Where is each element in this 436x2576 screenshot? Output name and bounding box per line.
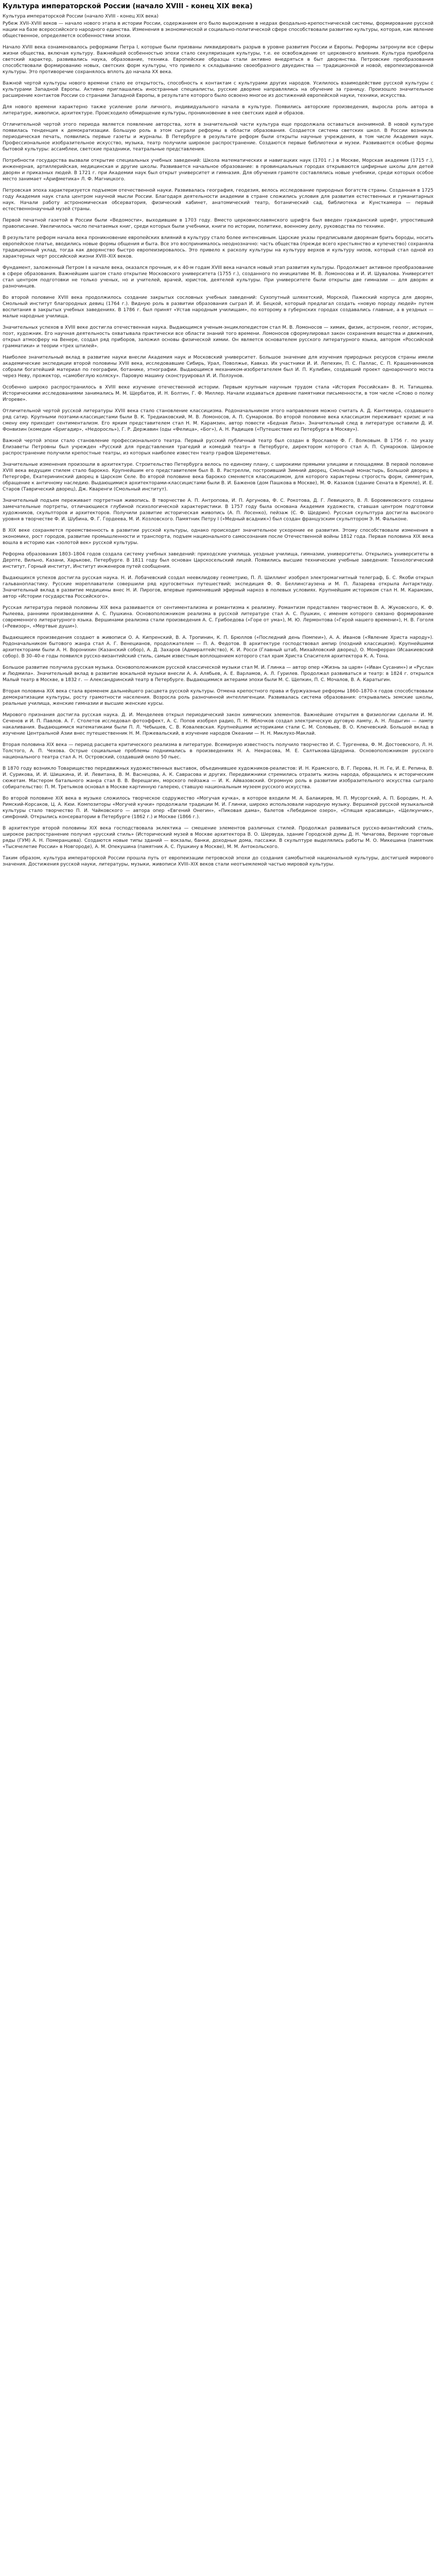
article-paragraph: Рубеж XVII–XVIII веков — начало нового этапа в истории России, содержанием его было вырождение в недрах феодально-крепостнической системы, формирование русской нации на базе всероссийского народного единства. Изменения в экономической и социально-политической сфере способствовали развитию культуры, которая, как явление общественное, определяется особенностями эпохи. (3, 21, 433, 39)
article-paragraph: Отличительной чертой этого периода является появление авторства, хотя в значительной части культура еще продолжала оставаться анонимной. В новой культуре появилась тенденция к демократизации. Большую роль в этом сыграли реформы в области образования. Создается система светских школ. В России возникла периодическая печать, появились первые газеты и журналы. В Петербурге в результате реформ были открыты научные учреждения, в том числе Академия наук. Профессиональное изобразительное искусство, музыка, театр получили широкое распространение. Создаются первые библиотеки и музеи. Развиваются особые формы бытовой культуры: ассамблеи, светские праздники, театральные представления. (3, 122, 433, 152)
article-paragraph: Первой печатной газетой в России были «Ведомости», выходившие в 1703 году. Вместо церковнославянского шрифта был введен гражданский шрифт, упростивший правописание. Увеличилось число печатаемых книг, среди которых были учебники, книги по истории, политике, военному делу, руководства по технике. (3, 218, 433, 229)
article-paragraph: Начало XVIII века ознаменовалось реформами Петра I, которые были призваны ликвидировать разрыв в уровне развития России и Европы. Реформы затронули все сферы жизни общества, включая культуру. Важнейшей особенностью эпохи стало секуляризация культуры, т.е. ее освобождение от церковного влияния. Культура приобрела светский характер, развивались наука, образование, техника. Европейские образцы стали активно внедряться в быт дворянства. Петровские преобразования способствовали формированию новых, светских форм культуры, что привело к складыванию своеобразного двуединства — традиционной и новой, европеизированной культуры. Это противоречие сохранялось вплоть до начала XX века. (3, 45, 433, 75)
page-container (0, 0, 436, 868)
article-paragraph: Во второй половине XIX века в музыке сложилось творческое содружество «Могучая кучка», в которое входили М. А. Балакирев, М. П. Мусоргский, А. П. Бородин, Н. А. Римский-Корсаков, Ц. А. Кюи. Композиторы «Могучей кучки» продолжали традиции М. И. Глинки, широко использовали народную музыку. Вершиной русской музыкальной культуры стало творчество П. И. Чайковского — автора опер «Евгений Онегин», «Пиковая дама», балетов «Лебединое озеро», «Спящая красавица», «Щелкунчик», симфоний. Открылись консерватории в Петербурге (1862 г.) и Москве (1866 г.). (3, 796, 433, 820)
page-subtitle: Культура императорской России (начало XVIII - конец XIX века) (3, 14, 159, 19)
article-paragraph: Петровская эпоха характеризуется подъемом отечественной науки. Развивалась география, геодезия, велось исследование природных богатств страны. Созданная в 1725 году Академия наук стала центром научной мысли России. Благодаря деятельности академии в стране сложились условия для развития естественных и гуманитарных наук. Начали работу астрономическая обсерватория, физический кабинет, анатомический театр, ботанический сад, библиотека и Кунсткамера — первый естественнонаучный музей страны. (3, 188, 433, 212)
article-paragraph: В 1870 году возникло Товарищество передвижных художественных выставок, объединившее художников-реалистов: И. Н. Крамского, В. Г. Перова, Н. Н. Ге, И. Е. Репина, В. И. Сурикова, И. И. Шишкина, И. И. Левитана, В. М. Васнецова, А. К. Саврасова и других. Передвижники стремились отразить жизнь народа, обращались к историческим сюжетам. Мастером батального жанра стал В. В. Верещагин, морского пейзажа — И. К. Айвазовский. Огромную роль в развитии изобразительного искусства сыграло собирательство: П. М. Третьяков основал в Москве картинную галерею, ставшую национальным музеем русского искусства. (3, 766, 433, 790)
article-paragraph: В архитектуре второй половины XIX века господствовала эклектика — смешение элементов различных стилей. Продолжал развиваться русско-византийский стиль, широкое распространение получил «русский стиль» (Исторический музей в Москве архитектора В. О. Шервуда, здание Городской думы Д. Н. Чичагова, Верхние торговые ряды (ГУМ) А. Н. Померанцева). Создаются новые типы зданий — вокзалы, банки, доходные дома, пассажи. В скульптуре выделялись работы М. О. Микешина (памятник «Тысячелетие России» в Новгороде), А. М. Опекушина (памятник А. С. Пушкину в Москве), М. М. Антокольского. (3, 826, 433, 850)
article-paragraph: Значительных успехов в XVIII веке достигла отечественная наука. Выдающимся ученым-энциклопедистом стал М. В. Ломоносов — химик, физик, астроном, геолог, историк, поэт, художник. Его научная деятельность охватывала практически все области знаний того времени. Ломоносов сформулировал закон сохранения вещества и движения, открыл атмосферу на Венере, создал ряд приборов, заложил основы физической химии. Он является основателем русского литературного языка, автором «Российской грамматики» и теории «трех штилей». (3, 325, 433, 349)
article-paragraph: В результате реформ начала века проникновение европейских влияний в культуру стало более интенсивным. Царские указы предписывали дворянам брить бороды, носить европейское платье, вводились новые формы общения и быта. Все это воспринималось неоднозначно: часть общества (прежде всего крестьянство и купечество) сохраняла традиционный уклад, тогда как дворянство быстро европеизировалось. Это привело к расколу культуры на культуру верхов и культуру низов, который стал одной из характерных черт российской жизни XVIII–XIX веков. (3, 235, 433, 259)
article-paragraph: Во второй половине XVIII века продолжилось создание закрытых сословных учебных заведений: Сухопутный шляхетский, Морской, Пажеский корпуса для дворян, Смольный институт благородных девиц (1764 г.). Видную роль в развитии образования сыграл И. И. Бецкой, который предлагал создать «новую породу людей» путем воспитания в закрытых учебных заведениях. В 1786 г. был принят «Устав народным училищам», по которому в губернских городах создавались главные, а в уездных — малые народные училища. (3, 295, 433, 319)
article-paragraph: Отличительной чертой русской литературы XVIII века стало становление классицизма. Родоначальником этого направления можно считать А. Д. Кантемира, создавшего ряд сатир. Крупными поэтами-классицистами были В. К. Тредиаковский, М. В. Ломоносов, А. П. Сумароков. Во второй половине века классицизм переживает кризис и на смену ему приходит сентиментализм. Его ярким представителем стал Н. М. Карамзин, автор повести «Бедная Лиза». Значительный след в литературе оставили Д. И. Фонвизин (комедии «Бригадир», «Недоросль»), Г. Р. Державин (оды «Фелица», «Бог»), А. Н. Радищев («Путешествие из Петербурга в Москву»). (3, 409, 433, 432)
article-paragraph: Важной чертой культуры нового времени стало ее открытость, способность к контактам с культурами других народов. Усилилось взаимодействие русской культуры с культурами Западной Европы. Активно приглашались иностранные специалисты, русские дворяне направлялись на обучение за границу. Произошло значительное расширение контактов России со странами Западной Европы, в результате которого было освоено многое из достижений европейской науки, техники, искусства. (3, 81, 433, 98)
article-paragraph: Выдающихся успехов достигла русская наука. Н. И. Лобачевский создал неевклидову геометрию, П. Л. Шиллинг изобрел электромагнитный телеграф, Б. С. Якоби открыл гальванопластику. Русские мореплаватели совершили ряд кругосветных путешествий; экспедиция Ф. Ф. Беллинсгаузена и М. П. Лазарева открыла Антарктиду. Значительный вклад в развитие медицины внес Н. И. Пирогов, впервые применивший эфирный наркоз в полевых условиях. Крупнейшим историком стал Н. М. Карамзин, автор «Истории государства Российского». (3, 575, 433, 599)
article-paragraph: Таким образом, культура императорской России прошла путь от европеизации петровской эпохи до создания самобытной национальной культуры, достигшей мирового значения. Достижения русской науки, литературы, музыки, живописи XVIII–XIX веков стали неотъемлемой частью мировой культуры. (3, 856, 433, 867)
article-paragraph: Выдающиеся произведения создают в живописи О. А. Кипренский, В. А. Тропинин, К. П. Брюллов («Последний день Помпеи»), А. А. Иванов («Явление Христа народу»). Родоначальником бытового жанра стал А. Г. Венецианов, продолжателем — П. А. Федотов. В архитектуре господствовал ампир (поздний классицизм). Крупнейшими архитекторами были А. Н. Воронихин (Казанский собор), А. Д. Захаров (Адмиралтейство), К. И. Росси (Главный штаб, Михайловский дворец), О. Монферран (Исаакиевский собор). В 30–40-е годы появился русско-византийский стиль, самым известным воплощением которого стал храм Христа Спасителя архитектора К. А. Тона. (3, 635, 433, 659)
article-paragraph: Для нового времени характерно также усиление роли личного, индивидуального начала в культуре. Появились авторские произведения, выросла роль автора в литературе, живописи, архитектуре. Происходило обмирщение культуры, проникновение в нее светских идей и образов. (3, 105, 433, 116)
article-paragraph: Фундамент, заложенный Петром I в начале века, оказался прочным, и к 40-м годам XVIII века начался новый этап развития культуры. Продолжает активное преобразование в сфере образования. Важнейшим шагом стало открытие Московского университета (1755 г.), созданного по инициативе М. В. Ломоносова и И. И. Шувалова. Университет стал центром подготовки не только ученых, но и учителей, врачей, юристов, деятелей культуры. При университете были открыты две гимназии — для дворян и разночинцев. (3, 265, 433, 289)
article-paragraph: Русская литература первой половины XIX века развивается от сентиментализма и романтизма к реализму. Романтизм представлен творчеством В. А. Жуковского, К. Ф. Рылеева, ранними произведениями А. С. Пушкина. Основоположником реализма в русской литературе стал А. С. Пушкин, с именем которого связано формирование современного литературного языка. Вершинами реализма стали произведения А. С. Грибоедова («Горе от ума»), М. Ю. Лермонтова («Герой нашего времени»), Н. В. Гоголя («Ревизор», «Мертвые души»). (3, 605, 433, 629)
article-paragraph: Мирового признания достигла русская наука. Д. И. Менделеев открыл периодический закон химических элементов. Важнейшие открытия в физиологии сделали И. М. Сеченов и И. П. Павлов. А. Г. Столетов исследовал фотоэффект, А. С. Попов изобрел радио, П. Н. Яблочков создал электрическую дуговую лампу, А. Н. Лодыгин — лампу накаливания. Выдающимися математиками были П. Л. Чебышев, С. В. Ковалевская. Крупнейшими историками стали С. М. Соловьев, В. О. Ключевский. Большой вклад в изучение Центральной Азии внес путешественник Н. М. Пржевальский, в изучение народов Океании — Н. Н. Миклухо-Маклай. (3, 713, 433, 736)
article-body (3, 21, 433, 868)
article-paragraph: Вторая половина XIX века — период расцвета критического реализма в литературе. Всемирную известность получило творчество И. С. Тургенева, Ф. М. Достоевского, Л. Н. Толстого, А. П. Чехова. Острые социальные проблемы поднимались в произведениях Н. А. Некрасова, М. Е. Салтыкова-Щедрина. Основоположником русского национального театра стал А. Н. Островский, создавший около 50 пьес. (3, 742, 433, 760)
article-paragraph: Большое развитие получила русская музыка. Основоположником русской классической музыки стал М. И. Глинка — автор опер «Жизнь за царя» («Иван Сусанин») и «Руслан и Людмила». Значительный вклад в развитие вокальной музыки внесли А. А. Алябьев, А. Е. Варламов, А. Л. Гурилев. Продолжал развиваться и театр: в 1824 г. открылся Малый театр в Москве, в 1832 г. — Александринский театр в Петербурге. Выдающимися актерами эпохи были М. С. Щепкин, П. С. Мочалов, В. А. Каратыгин. (3, 665, 433, 683)
page-title: Культура императорской России (начало XVIII - конец XIX века) (3, 3, 253, 10)
article-paragraph: Важной чертой эпохи стало становление профессионального театра. Первый русский публичный театр был создан в Ярославле Ф. Г. Волковым. В 1756 г. по указу Елизаветы Петровны был учрежден «Русский для представления трагедий и комедий театр» в Петербурге, директором которого стал А. П. Сумароков. Широкое распространение получили крепостные театры, из которых наиболее известен театр графов Шереметевых. (3, 438, 433, 456)
article-paragraph: Значительный подъем переживает портретная живопись. В творчестве А. П. Антропова, И. П. Аргунова, Ф. С. Рокотова, Д. Г. Левицкого, В. Л. Боровиковского созданы замечательные портреты, отличающиеся глубиной психологической характеристики. В 1757 году была основана Академия художеств, ставшая центром подготовки художников, скульпторов и архитекторов. Получили развитие историческая живопись (А. П. Лосенко), пейзаж (С. Ф. Щедрин). Русская скульптура достигла высокого уровня в творчестве Ф. И. Шубина, Ф. Г. Гордеева, М. И. Козловского. Памятник Петру I («Медный всадник») был создан французским скульптором Э. М. Фальконе. (3, 498, 433, 522)
article-paragraph: Значительные изменения произошли в архитектуре. Строительство Петербурга велось по единому плану, с широкими прямыми улицами и площадями. В первой половине XVIII века ведущим стилем стало барокко. Крупнейшим его представителем был В. В. Растрелли, построивший Зимний дворец, Смольный монастырь, Большой дворец в Петергофе, Екатерининский дворец в Царском Селе. Во второй половине века барокко сменяется классицизмом, для которого характерны строгость форм, симметрия, обращение к античному наследию. Выдающимися архитекторами-классицистами были В. И. Баженов (дом Пашкова в Москве), М. Ф. Казаков (здание Сената в Кремле), И. Е. Старов (Таврический дворец), Дж. Кваренги (Смольный институт). (3, 462, 433, 492)
article-paragraph: Особенно широко распространилось в XVIII веке изучение отечественной истории. Первым крупным научным трудом стала «История Российская» В. Н. Татищева. Историческими исследованиями занимались М. М. Щербатов, И. Н. Болтин, Г. Ф. Миллер. Начали издаваться древние памятники письменности, в том числе «Слово о полку Игореве». (3, 385, 433, 402)
article-paragraph: Вторая половина XIX века стала временем дальнейшего расцвета русской культуры. Отмена крепостного права и буржуазные реформы 1860–1870-х годов способствовали демократизации культуры, росту грамотности населения. Возросла роль разночинной интеллигенции. Развивалась система образования: открывались земские школы, реальные училища, женские гимназии и высшие женские курсы. (3, 689, 433, 706)
article-paragraph: Потребности государства вызвали открытие специальных учебных заведений: Школа математических и навигацких наук (1701 г.) в Москве, Морская академия (1715 г.), инженерная, артиллерийская, медицинская и другие школы. Развивается начальное образование: в провинциальных городах открываются цифирные школы для детей дворян и приказных людей. В 1721 г. при Академии наук был открыт университет и гимназия. Для обучения грамоте составлялись новые учебники, среди которых особое место занимает «Арифметика» Л. Ф. Магницкого. (3, 158, 433, 182)
article-paragraph: Наиболее значительный вклад в развитие науки внесли Академия наук и Московский университет. Большое значение для изучения природных ресурсов страны имели академические экспедиции второй половины XVIII века, исследовавшие Сибирь, Урал, Поволжье, Кавказ. Их участники И. И. Лепехин, П. С. Паллас, С. П. Крашенинников собрали богатейший материал по географии, ботанике, этнографии. Выдающимся механиком-изобретателем был И. П. Кулибин, создавший проект одноарочного моста через Неву, прожектор, «самобеглую коляску». Паровую машину сконструировал И. И. Ползунов. (3, 355, 433, 379)
article-paragraph: В XIX веке сохраняется преемственность в развитии русской культуры, однако происходит значительное ускорение ее развития. Этому способствовали изменения в экономике, рост городов, развитие промышленности и транспорта, подъем национального самосознания после Отечественной войны 1812 года. Первая половина XIX века вошла в историю как «золотой век» русской культуры. (3, 528, 433, 546)
article-paragraph: Реформа образования 1803–1804 годов создала систему учебных заведений: приходские училища, уездные училища, гимназии, университеты. Открылись университеты в Дерпте, Вильно, Казани, Харькове, Петербурге. В 1811 году был основан Царскосельский лицей. Появились высшие технические учебные заведения: Технологический институт, Горный институт, Институт инженеров путей сообщения. (3, 552, 433, 569)
